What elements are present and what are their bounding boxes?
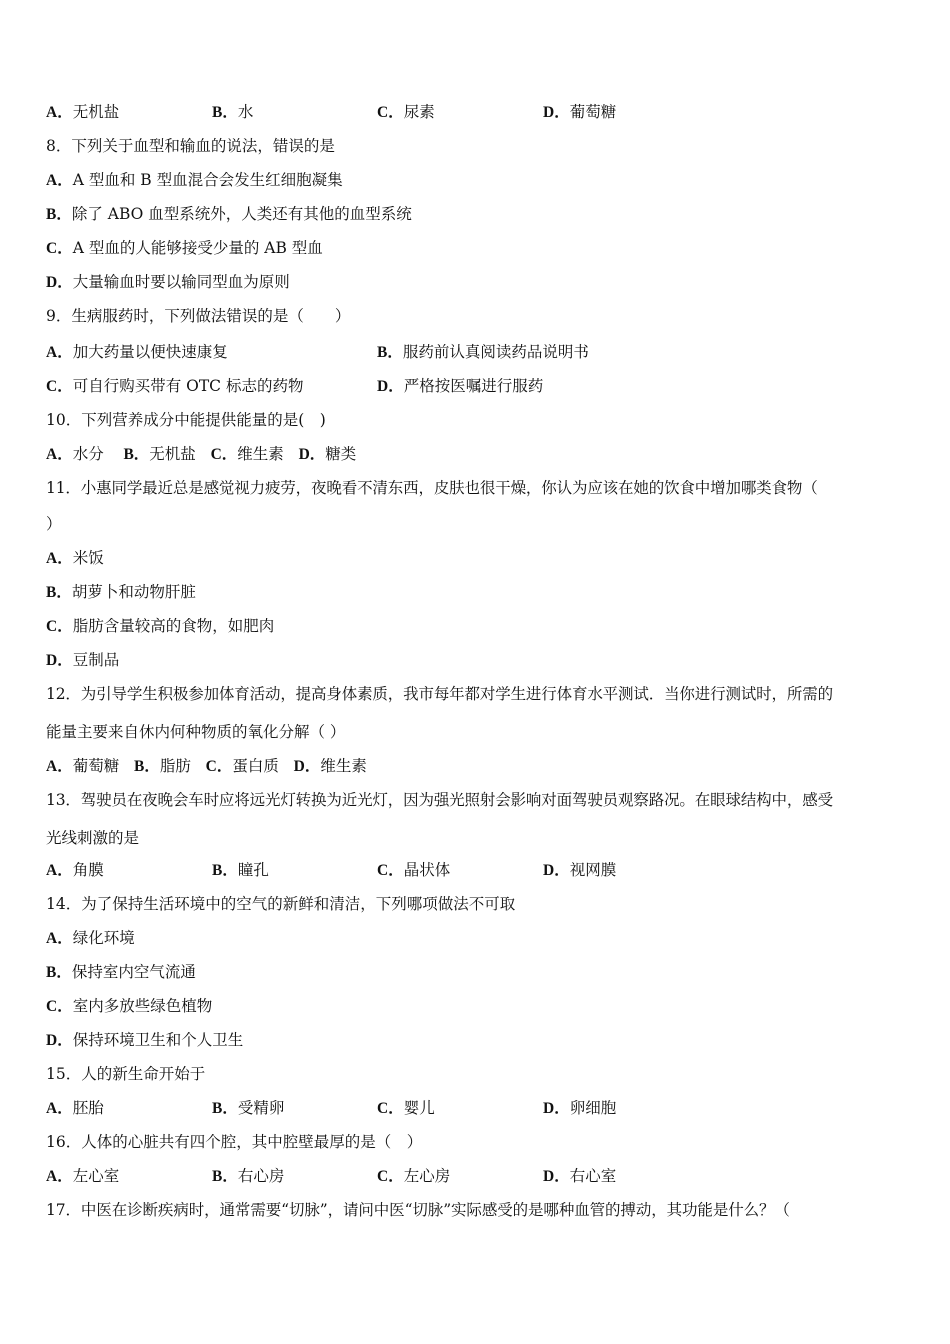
option-text: 右心室 <box>569 1167 617 1185</box>
option-label: D． <box>543 1168 570 1185</box>
option-label: D． <box>543 862 570 879</box>
question-17-stem: 17．中医在诊断疾病时，通常需要“切脉”，请问中医“切脉”实际感受的是哪种血管的搏动，其功能是什么？（ <box>46 1201 790 1219</box>
q15-option-a <box>46 1096 104 1120</box>
question-12-stem-cont: 能量主要来自休内何种物质的氧化分解（ ） <box>46 723 346 741</box>
option-text: 角膜 <box>72 861 104 879</box>
option-label: D． <box>293 758 321 775</box>
q16-option-a <box>46 1164 119 1188</box>
option-label: B． <box>134 758 160 775</box>
option-text: 左心室 <box>72 1167 120 1185</box>
q15-option-b <box>212 1096 284 1120</box>
question-13-stem: 13．驾驶员在夜晚会车时应将远光灯转换为近光灯，因为强光照射会影响对面驾驶员观察路况。在眼球结构中，感受 <box>46 791 833 809</box>
q8-option-a <box>46 168 343 192</box>
option-label: C． <box>46 998 73 1015</box>
option-text: 无机盐 <box>72 103 120 121</box>
option-text: 严格按医嘱进行服药 <box>403 377 544 395</box>
option-text: 豆制品 <box>72 651 120 669</box>
option-text: A 型血的人能够接受少量的 AB 型血 <box>72 239 323 257</box>
q8-option-b <box>46 202 412 226</box>
option-label: B． <box>212 1168 238 1185</box>
option-label: B． <box>123 446 150 463</box>
option-text: 无机盐 <box>149 445 196 463</box>
option-label: B． <box>212 1100 238 1117</box>
option-label: A． <box>46 930 73 947</box>
option-text: 维生素 <box>320 757 367 775</box>
q9-option-a <box>46 340 228 364</box>
option-label: B． <box>377 344 403 361</box>
q14-option-b <box>46 960 196 984</box>
option-label: B． <box>212 862 238 879</box>
option-text: 受精卵 <box>237 1099 285 1117</box>
option-label: C． <box>46 618 73 635</box>
q11-option-c <box>46 614 274 638</box>
q14-option-a <box>46 926 135 950</box>
option-label: A． <box>46 1100 73 1117</box>
question-16-stem: 16．人体的心脏共有四个腔，其中腔壁最厚的是（ ） <box>46 1133 423 1151</box>
option-label: C． <box>377 862 404 879</box>
q9-option-c <box>46 374 303 398</box>
option-text: 大量输血时要以输同型血为原则 <box>72 273 290 291</box>
option-text: 婴儿 <box>403 1099 435 1117</box>
q15-option-d <box>543 1096 616 1120</box>
q9-option-d <box>377 374 543 398</box>
q9-option-b <box>377 340 589 364</box>
question-11-stem: 11．小惠同学最近总是感觉视力疲劳，夜晚看不清东西，皮肤也很干燥，你认为应该在她的饮食中增加哪类食物（ <box>46 479 818 497</box>
option-label: A． <box>46 172 73 189</box>
option-text: 胚胎 <box>72 1099 104 1117</box>
option-label: D． <box>298 446 326 463</box>
question-11-stem-cont: ） <box>46 515 62 533</box>
option-label: B． <box>212 104 238 121</box>
option-label: A． <box>46 446 73 463</box>
option-text: 保持环境卫生和个人卫生 <box>72 1031 244 1049</box>
option-label: A． <box>46 862 73 879</box>
option-label: D． <box>46 1032 73 1049</box>
q15-option-c <box>377 1096 435 1120</box>
q10-options <box>46 442 356 466</box>
option-text: 绿化环境 <box>72 929 135 947</box>
option-label: C． <box>377 1100 404 1117</box>
option-label: C． <box>377 104 404 121</box>
option-text: 水分 <box>72 445 104 463</box>
option-a <box>46 100 119 124</box>
q8-option-d <box>46 270 290 294</box>
option-label: D． <box>377 378 404 395</box>
option-text: 蛋白质 <box>232 757 279 775</box>
option-text: A 型血和 B 型血混合会发生红细胞凝集 <box>72 171 343 189</box>
q8-option-c <box>46 236 323 260</box>
option-text: 保持室内空气流通 <box>71 963 196 981</box>
option-d <box>543 100 616 124</box>
option-label: D． <box>543 104 570 121</box>
q13-option-c <box>377 858 450 882</box>
option-text: 视网膜 <box>569 861 617 879</box>
q16-option-b <box>212 1164 284 1188</box>
option-label: D． <box>543 1100 570 1117</box>
question-10-stem: 10．下列营养成分中能提供能量的是( ) <box>46 411 326 429</box>
question-15-stem: 15．人的新生命开始于 <box>46 1065 206 1083</box>
option-label: C． <box>46 240 73 257</box>
option-label: C． <box>210 446 238 463</box>
option-text: 葡萄糖 <box>72 757 120 775</box>
q14-option-c <box>46 994 212 1018</box>
option-text: 左心房 <box>403 1167 451 1185</box>
option-label: A． <box>46 344 73 361</box>
option-text: 水 <box>237 103 254 121</box>
option-text: 室内多放些绿色植物 <box>72 997 213 1015</box>
option-label: C． <box>205 758 233 775</box>
option-text: 服药前认真阅读药品说明书 <box>402 343 589 361</box>
option-text: 尿素 <box>403 103 435 121</box>
option-text: 葡萄糖 <box>569 103 617 121</box>
q14-option-d <box>46 1028 243 1052</box>
option-label: A． <box>46 104 73 121</box>
option-text: 瞳孔 <box>237 861 269 879</box>
q16-option-d <box>543 1164 616 1188</box>
option-text: 右心房 <box>237 1167 285 1185</box>
option-text: 维生素 <box>237 445 284 463</box>
q11-option-b <box>46 580 196 604</box>
option-label: D． <box>46 652 73 669</box>
q11-option-a <box>46 546 104 570</box>
q13-option-b <box>212 858 269 882</box>
q13-option-a <box>46 858 104 882</box>
option-c <box>377 100 435 124</box>
question-14-stem: 14．为了保持生活环境中的空气的新鲜和清洁，下列哪项做法不可取 <box>46 895 516 913</box>
option-text: 卵细胞 <box>569 1099 617 1117</box>
question-12-stem: 12．为引导学生积极参加体育活动，提高身体素质，我市每年都对学生进行体育水平测试．当你进行测试时，所需的 <box>46 685 833 703</box>
option-text: 胡萝卜和动物肝脏 <box>71 583 196 601</box>
q12-options <box>46 754 367 778</box>
option-text: 晶状体 <box>403 861 451 879</box>
option-label: B． <box>46 206 72 223</box>
q16-option-c <box>377 1164 450 1188</box>
option-label: A． <box>46 758 73 775</box>
option-label: C． <box>377 1168 404 1185</box>
option-label: D． <box>46 274 73 291</box>
option-b <box>212 100 253 124</box>
option-label: C． <box>46 378 73 395</box>
option-text: 加大药量以便快速康复 <box>72 343 228 361</box>
option-text: 除了 ABO 血型系统外，人类还有其他的血型系统 <box>71 205 412 223</box>
option-label: B． <box>46 964 72 981</box>
option-text: 脂肪含量较高的食物，如肥肉 <box>72 617 275 635</box>
option-label: A． <box>46 550 73 567</box>
q11-option-d <box>46 648 119 672</box>
question-8-stem: 8．下列关于血型和输血的说法，错误的是 <box>46 137 335 155</box>
question-13-stem-cont: 光线刺激的是 <box>46 829 140 847</box>
q13-option-d <box>543 858 616 882</box>
option-text: 米饭 <box>72 549 104 567</box>
option-label: A． <box>46 1168 73 1185</box>
option-text: 糖类 <box>325 445 357 463</box>
option-label: B． <box>46 584 72 601</box>
question-9-stem: 9．生病服药时，下列做法错误的是（ ） <box>46 307 351 325</box>
option-text: 可自行购买带有 OTC 标志的药物 <box>72 377 304 395</box>
option-text: 脂肪 <box>159 757 191 775</box>
